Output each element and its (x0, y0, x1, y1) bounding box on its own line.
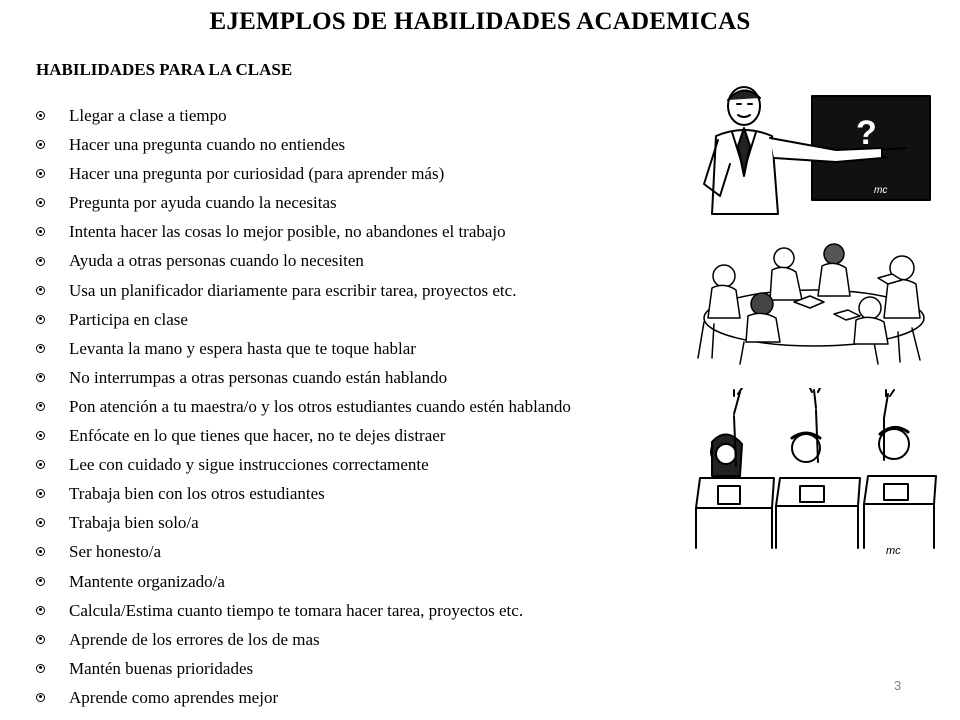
list-item: Mantén buenas prioridades (36, 654, 571, 683)
list-item: Trabaja bien con los otros estudiantes (36, 479, 571, 508)
bullet-icon (36, 489, 45, 498)
bullet-icon (36, 635, 45, 644)
skills-list (36, 101, 571, 712)
list-item: Ser honesto/a (36, 537, 571, 566)
bullet-icon (36, 431, 45, 440)
list-item: Llegar a clase a tiempo (36, 101, 571, 130)
students-raising-hands-illustration (688, 388, 940, 560)
list-item: Usa un planificador diariamente para escribir tarea, proyectos etc. (36, 276, 571, 305)
bullet-icon (36, 169, 45, 178)
bullet-icon (36, 547, 45, 556)
page-title: EJEMPLOS DE HABILIDADES ACADEMICAS (209, 8, 751, 35)
list-item: Aprende de los errores de los de mas (36, 625, 571, 654)
bullet-icon (36, 286, 45, 295)
list-item: Calcula/Estima cuanto tiempo te tomara hacer tarea, proyectos etc. (36, 596, 571, 625)
bullet-icon (36, 518, 45, 527)
bullet-icon (36, 315, 45, 324)
bullet-icon (36, 198, 45, 207)
bullet-icon (36, 606, 45, 615)
list-item: Lee con cuidado y sigue instrucciones correctamente (36, 450, 571, 479)
bullet-icon (36, 227, 45, 236)
list-item: Enfócate en lo que tienes que hacer, no te dejes distraer (36, 421, 571, 450)
bullet-icon (36, 344, 45, 353)
teacher-pointing-chalkboard-illustration (686, 84, 936, 219)
list-item: Aprende como aprendes mejor (36, 683, 571, 712)
list-item: Intenta hacer las cosas lo mejor posible, no abandones el trabajo (36, 217, 571, 246)
bullet-icon (36, 664, 45, 673)
artist-signature: mc (886, 545, 901, 557)
students-group-table-illustration (684, 238, 940, 368)
bullet-icon (36, 257, 45, 266)
artist-signature: mc (874, 185, 888, 196)
list-item: Trabaja bien solo/a (36, 508, 571, 537)
bullet-icon (36, 140, 45, 149)
list-item: Levanta la mano y espera hasta que te toque hablar (36, 334, 571, 363)
bullet-icon (36, 693, 45, 702)
question-mark-icon: ? (856, 114, 877, 152)
list-item: Participa en clase (36, 305, 571, 334)
list-item: Mantente organizado/a (36, 567, 571, 596)
bullet-icon (36, 460, 45, 469)
page-number: 3 (894, 678, 902, 693)
bullet-icon (36, 373, 45, 382)
bullet-icon (36, 111, 45, 120)
list-item: Hacer una pregunta por curiosidad (para aprender más) (36, 159, 571, 188)
list-item: Pregunta por ayuda cuando la necesitas (36, 188, 571, 217)
list-item: No interrumpas a otras personas cuando están hablando (36, 363, 571, 392)
bullet-icon (36, 402, 45, 411)
section-heading: HABILIDADES PARA LA CLASE (36, 60, 293, 79)
list-item: Ayuda a otras personas cuando lo necesiten (36, 246, 571, 275)
list-item: Pon atención a tu maestra/o y los otros estudiantes cuando estén hablando (36, 392, 571, 421)
bullet-icon (36, 577, 45, 586)
list-item: Hacer una pregunta cuando no entiendes (36, 130, 571, 159)
